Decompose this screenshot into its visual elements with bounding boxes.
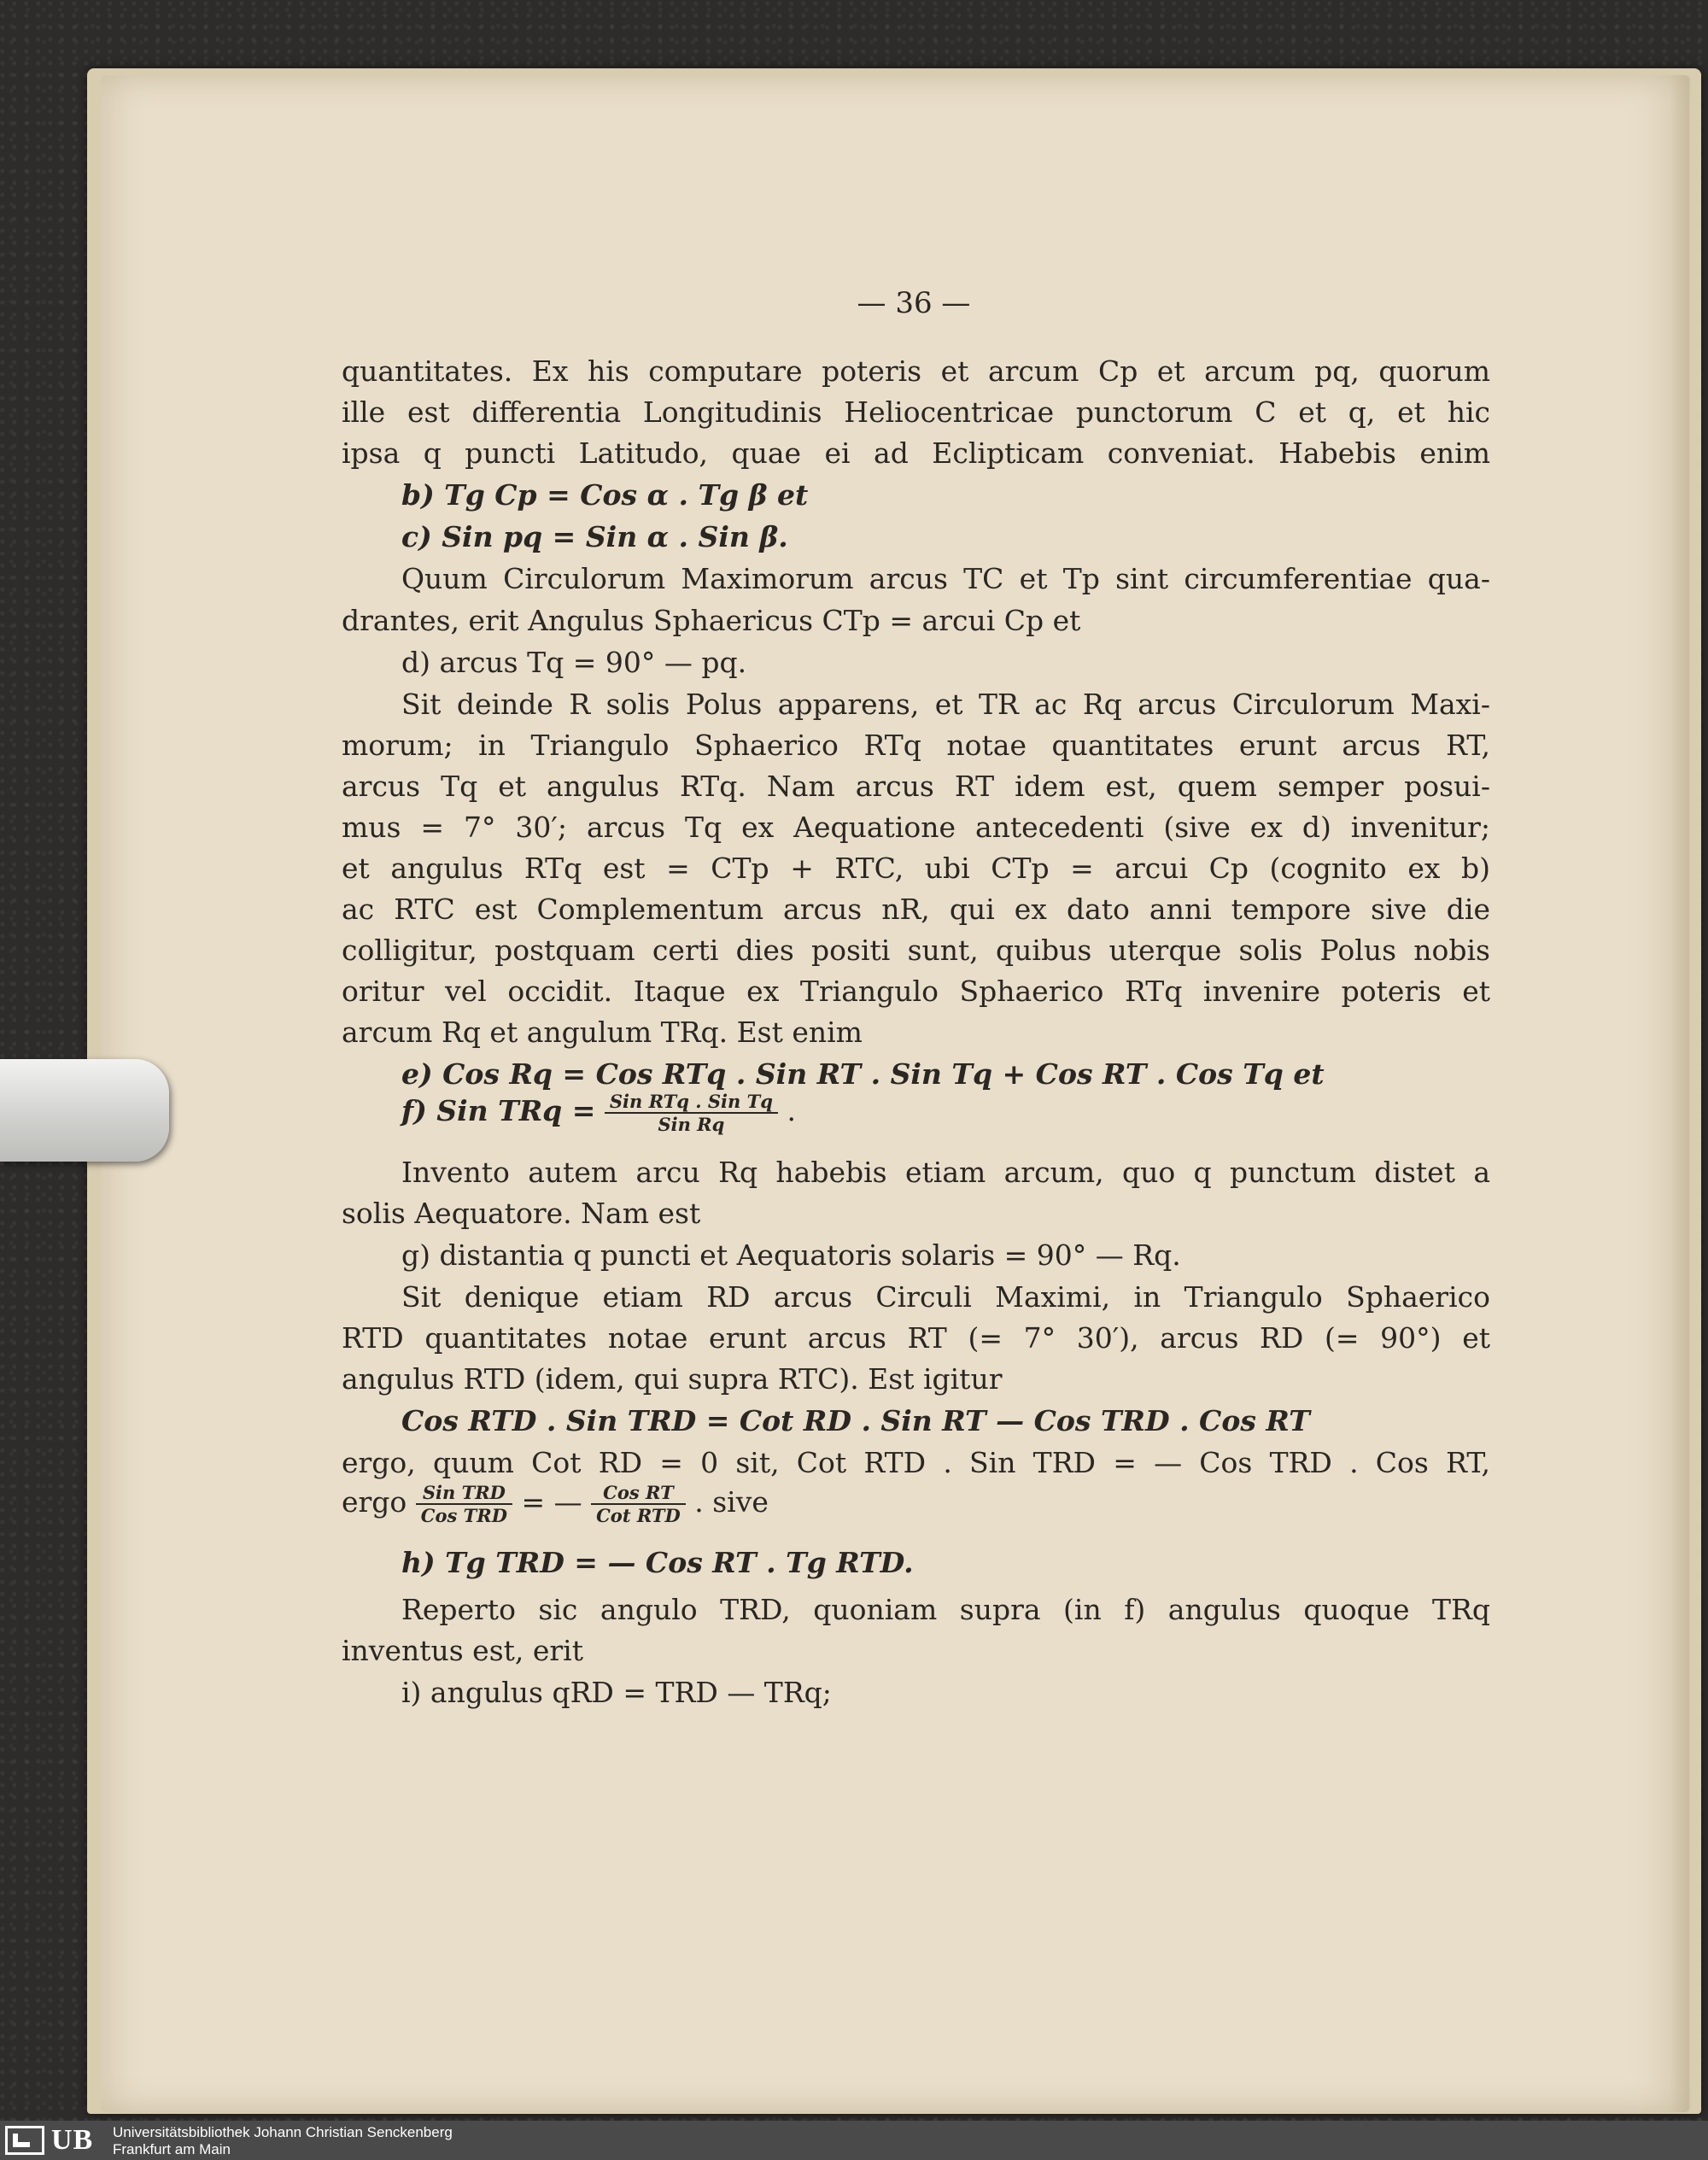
formula-b: b) Tg Cp = Cos α . Tg β et xyxy=(401,478,809,512)
formula-ergo-denominator-2: Cot RTD xyxy=(596,1505,681,1527)
formula-ergo-fraction-2 xyxy=(591,1482,686,1526)
formula-ergo-numerator-1: Sin TRD xyxy=(416,1482,512,1505)
text-line: ergo, quum Cot RD = 0 sit, Cot RTD . Sin TRD = — Cos TRD . Cos RT, xyxy=(342,1446,1490,1479)
text-line: drantes, erit Angulus Sphaericus CTp = arcui Cp et xyxy=(342,604,1081,637)
formula-h: h) Tg TRD = — Cos RT . Tg RTD. xyxy=(401,1546,914,1579)
text-line: angulus RTD (idem, qui supra RTC). Est igitur xyxy=(342,1362,1003,1396)
text-line: et angulus RTq est = CTp + RTC, ubi CTp = arcui Cp (cognito ex b) xyxy=(342,852,1490,885)
library-footer xyxy=(0,2121,1708,2160)
formula-cos-rtd: Cos RTD . Sin TRD = Cot RD . Sin RT — Cos TRD . Cos RT xyxy=(401,1404,1310,1437)
text-line: RTD quantitates notae erunt arcus RT (= 7° 30′), arcus RD (= 90°) et xyxy=(342,1321,1490,1355)
formula-ergo-middle: = — xyxy=(521,1485,582,1519)
formula-ergo-fraction-1 xyxy=(416,1482,512,1526)
formula-ergo-denominator-1: Cos TRD xyxy=(420,1505,507,1527)
formula-f-numerator: Sin RTq . Sin Tq xyxy=(605,1091,778,1114)
library-name-line-2: Frankfurt am Main xyxy=(113,2141,231,2157)
text-line: Invento autem arcu Rq habebis etiam arcum, quo q punctum distet a xyxy=(401,1156,1490,1189)
text-line: Reperto sic angulo TRD, quoniam supra (in f) angulus quoque TRq xyxy=(401,1593,1490,1626)
text-line: Quum Circulorum Maximorum arcus TC et Tp sint circumferentiae qua- xyxy=(401,562,1490,595)
page-edge xyxy=(1670,75,1689,2112)
formula-f-prefix: f) Sin TRq = xyxy=(401,1094,596,1128)
library-name xyxy=(113,2124,453,2158)
library-logo-icon xyxy=(5,2126,44,2155)
formula-ergo-numerator-2: Cos RT xyxy=(591,1482,686,1505)
formula-f-denominator: Sin Rq xyxy=(658,1114,725,1136)
text-line: Sit deinde R solis Polus apparens, et TR ac Rq arcus Circulorum Maxi- xyxy=(401,688,1490,721)
formula-f-fraction xyxy=(605,1091,778,1135)
text-line: inventus est, erit xyxy=(342,1634,583,1667)
formula-i: i) angulus qRD = TRD — TRq; xyxy=(401,1676,832,1709)
text-line: Sit denique etiam RD arcus Circuli Maximi, in Triangulo Sphaerico xyxy=(401,1280,1490,1314)
formula-f xyxy=(401,1091,796,1150)
formula-g: g) distantia q puncti et Aequatoris solaris = 90° — Rq. xyxy=(401,1238,1181,1272)
formula-e: e) Cos Rq = Cos RTq . Sin RT . Sin Tq + Cos RT . Cos Tq et xyxy=(401,1057,1325,1091)
text-line: arcum Rq et angulum TRq. Est enim xyxy=(342,1016,863,1049)
bookmark-strip xyxy=(0,1059,169,1162)
library-logo-text: UB xyxy=(51,2124,94,2156)
formula-ergo xyxy=(342,1482,769,1542)
text-line: solis Aequatore. Nam est xyxy=(342,1197,701,1230)
formula-c: c) Sin pq = Sin α . Sin β. xyxy=(401,520,788,553)
text-line: colligitur, postquam certi dies positi sunt, quibus uterque solis Polus nobis xyxy=(342,934,1490,967)
text-line: mus = 7° 30′; arcus Tq ex Aequatione antecedenti (sive ex d) invenitur; xyxy=(342,811,1490,844)
formula-ergo-suffix: . sive xyxy=(694,1485,769,1519)
text-line: ac RTC est Complementum arcus nR, qui ex dato anni tempore sive die xyxy=(342,893,1490,926)
formula-d: d) arcus Tq = 90° — pq. xyxy=(401,646,747,679)
text-line: morum; in Triangulo Sphaerico RTq notae quantitates erunt arcus RT, xyxy=(342,729,1490,762)
text-line: oritur vel occidit. Itaque ex Triangulo Sphaerico RTq invenire poteris et xyxy=(342,975,1490,1008)
text-line: ipsa q puncti Latitudo, quae ei ad Eclipticam conveniat. Habebis enim xyxy=(342,436,1490,470)
library-name-line-1: Universitätsbibliothek Johann Christian Senckenberg xyxy=(113,2124,453,2140)
formula-f-suffix: . xyxy=(787,1094,796,1128)
page-number: — 36 — xyxy=(857,286,971,320)
text-line: ille est differentia Longitudinis Heliocentricae punctorum C et q, et hic xyxy=(342,395,1490,429)
formula-ergo-prefix: ergo xyxy=(342,1485,407,1519)
text-line: arcus Tq et angulus RTq. Nam arcus RT idem est, quem semper posui- xyxy=(342,770,1490,803)
text-line: quantitates. Ex his computare poteris et arcum Cp et arcum pq, quorum xyxy=(342,354,1490,388)
